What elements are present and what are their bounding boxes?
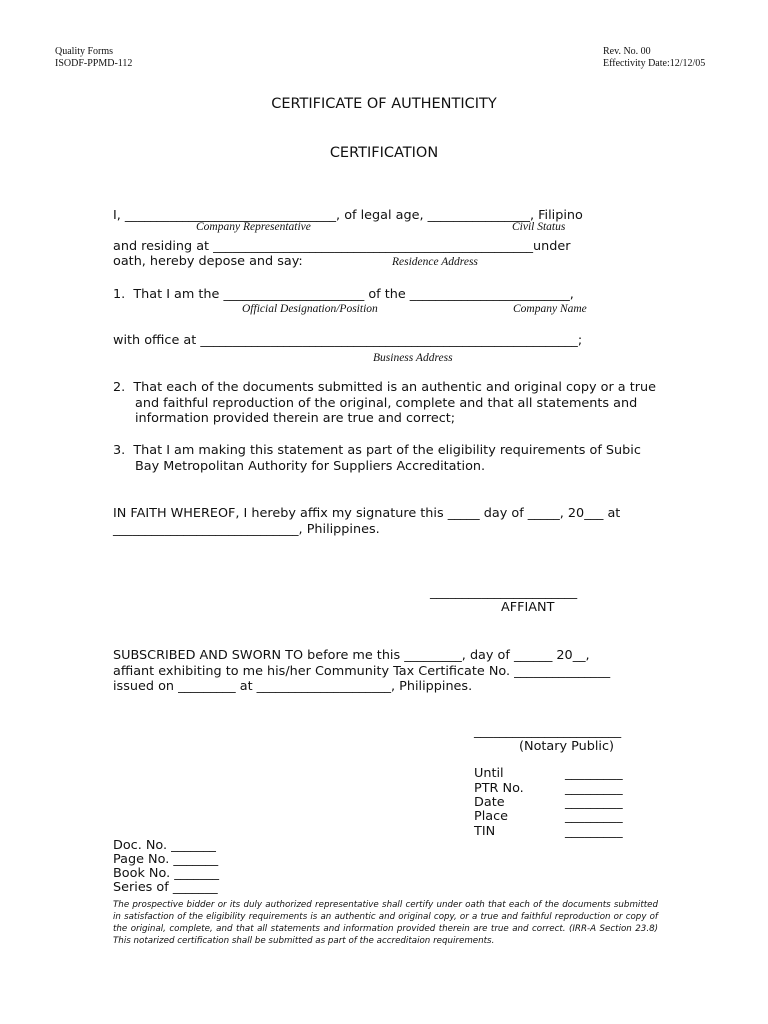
document-title: CERTIFICATE OF AUTHENTICITY [271,96,497,112]
notary-field-date-blank: _________ [565,795,623,810]
notary-field-ptr-blank: _________ [565,781,623,796]
caption-residence-address: Residence Address [392,256,478,268]
document-subtitle: CERTIFICATION [329,145,439,161]
item-2-line-2: and faithful reproduction of the original, complete and that all statements and [135,396,638,411]
item-2-line-1: 2. That each of the documents submitted is an authentic and original copy or a true [113,380,656,395]
series-of-field: Series of _______ [113,880,218,895]
faith-line-2: _____________________________, Philippines. [113,522,380,537]
intro-line-1: I, _________________________________, of legal age, ________________, Filipino [113,208,583,223]
header-form-code: ISODF-PPMD-112 [55,58,133,69]
intro-line-3: oath, hereby depose and say: [113,254,303,269]
notary-field-place-blank: _________ [565,809,623,824]
notary-field-place-label: Place [474,809,509,824]
item-3-line-2: Bay Metropolitan Authority for Suppliers Accreditation. [135,459,486,474]
item-3-line-1: 3. That I am making this statement as part of the eligibility requirements of Subic [113,443,641,458]
doc-no-field: Doc. No. _______ [113,838,216,853]
subscribed-line-3: issued on _________ at _____________________, Philippines. [113,679,473,694]
header-effectivity-date: Effectivity Date:12/12/05 [603,58,706,69]
item-1-line: 1. That I am the ______________________ of the _________________________, [113,287,574,302]
office-line: with office at ___________________________________________________________; [113,333,583,348]
caption-company-name: Company Name [513,303,587,315]
subscribed-line-1: SUBSCRIBED AND SWORN TO before me this _________, day of ______ 20__, [113,648,590,663]
caption-civil-status: Civil Status [512,221,566,233]
book-no-field: Book No. _______ [113,866,220,881]
footnote-text: The prospective bidder or its duly authorized representative shall certify under oath that each of the documents submitted in satisfaction of the eligibility requirements is an authentic and original copy, or a true and faithful reproduction or copy of the original, complete, and that all statements and information provided therein are true and correct. (IRR-A Section 23.8) This notarized certification shall be submitted as part of the accreditaion requirements. [113,900,658,946]
intro-line-2: and residing at __________________________________________________under [113,239,571,254]
notary-signature-line: _______________________ [474,724,622,739]
notary-field-date-label: Date [474,795,505,810]
header-quality-forms: Quality Forms [55,46,114,57]
notary-field-tin-label: TIN [474,824,496,839]
notary-field-tin-blank: _________ [565,824,623,839]
notary-field-ptr-label: PTR No. [474,781,524,796]
affiant-label: AFFIANT [501,600,555,615]
caption-business-address: Business Address [373,352,453,364]
page-no-field: Page No. _______ [113,852,219,867]
faith-line-1: IN FAITH WHEREOF, I hereby affix my signature this _____ day of _____, 20___ at [113,506,621,521]
notary-field-until-blank: _________ [565,766,623,781]
notary-public-label: (Notary Public) [519,739,615,754]
affiant-signature-line: _______________________ [430,585,578,600]
subscribed-line-2: affiant exhibiting to me his/her Community Tax Certificate No. _______________ [113,664,611,679]
item-2-line-3: information provided therein are true and correct; [135,411,456,426]
notary-field-until-label: Until [474,766,504,781]
header-rev-no: Rev. No. 00 [603,46,651,57]
caption-company-representative: Company Representative [196,221,311,233]
caption-official-designation: Official Designation/Position [242,303,378,315]
